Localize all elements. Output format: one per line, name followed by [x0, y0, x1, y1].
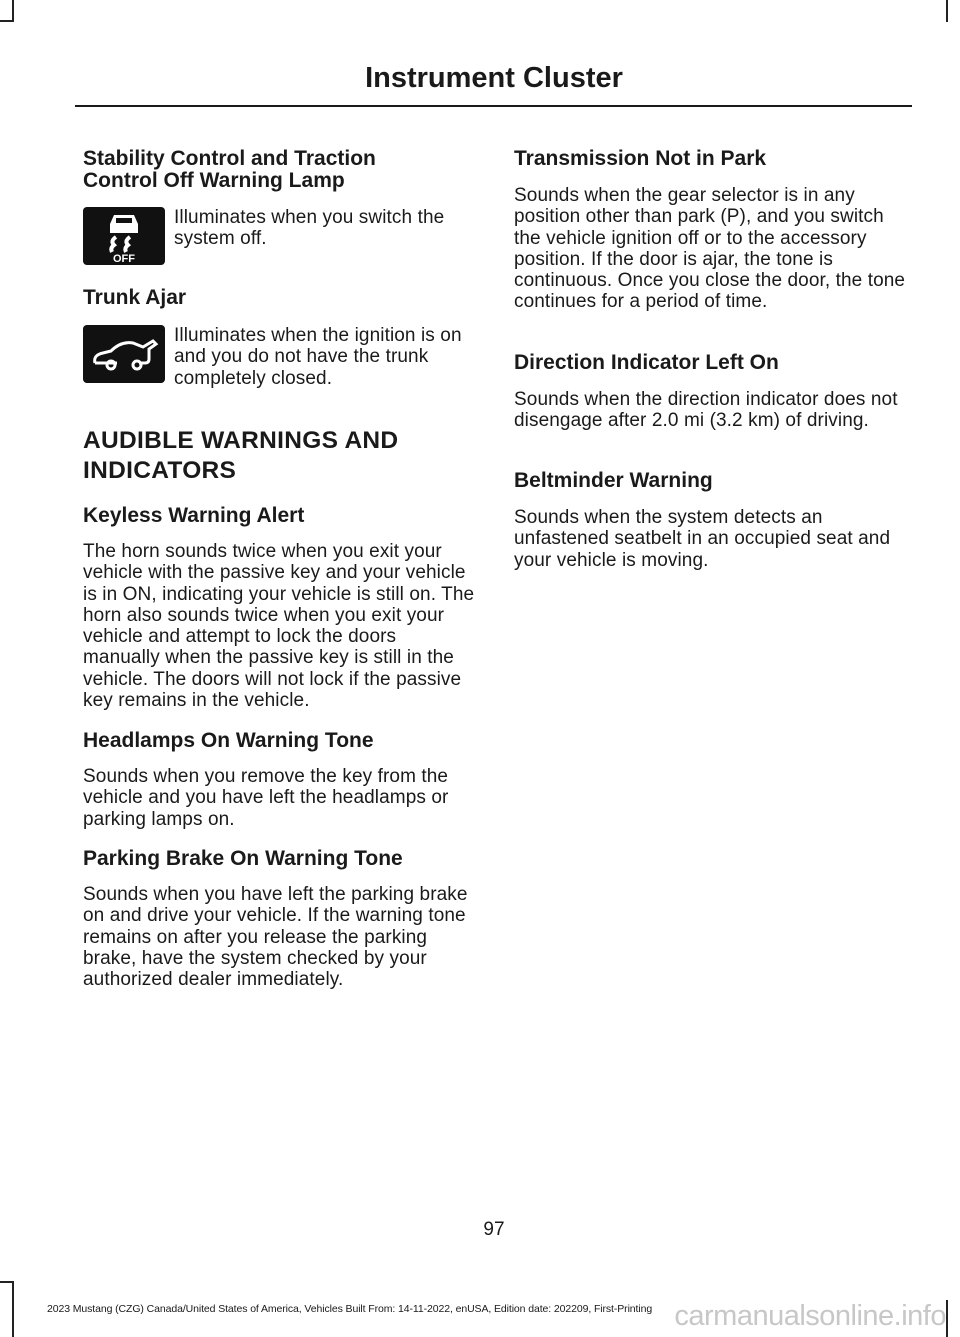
heading-headlamps-warning: Headlamps On Warning Tone: [83, 729, 374, 752]
section-heading-line: INDICATORS: [83, 457, 237, 484]
keyless-warning-text: The horn sounds twice when you exit your vehicle with the passive key and your vehicle is in ON, indicating your vehicle is still on. The horn also sounds twice when you exit your vehicle and attempt to lock the doors manually when the passive key is still in the vehicle. The doors will not lock if the passive key remains in the vehicle.: [83, 541, 475, 712]
section-heading: [83, 426, 483, 486]
heading-transmission: Transmission Not in Park: [514, 147, 767, 170]
header-rule: [75, 105, 912, 107]
trunk-ajar-icon: [83, 325, 165, 383]
icon-off-label: OFF: [113, 253, 135, 265]
transmission-text: Sounds when the gear selector is in any position other than park (P), and you switch the vehicle ignition off or to the accessory position. If the door is ajar, the tone is continuous. Once you close the door, the tone continues for a period of time.: [514, 185, 906, 313]
footer-edition-info: 2023 Mustang (CZG) Canada/United States of America, Vehicles Built From: 14-11-2022, enUSA, Edition date: 202209, First-Printing: [47, 1303, 653, 1315]
heading-trunk-ajar: Trunk Ajar: [83, 286, 187, 309]
heading-parking-brake: Parking Brake On Warning Tone: [83, 847, 403, 870]
crop-mark: [0, 1281, 13, 1283]
heading-beltminder: Beltminder Warning: [514, 469, 713, 492]
parking-brake-text: Sounds when you have left the parking brake on and drive your vehicle. If the warning tone remains on after you release the parking brake, have the system checked by your authorized dealer immediately.: [83, 884, 468, 991]
crop-mark: [0, 20, 13, 22]
watermark: carmanualsonline.info: [674, 1300, 946, 1332]
crop-mark: [946, 1300, 948, 1337]
stability-description: Illuminates when you switch the system off.: [174, 207, 445, 250]
crop-mark: [946, 0, 948, 22]
left-column: [83, 148, 475, 192]
heading-direction-indicator: Direction Indicator Left On: [514, 351, 779, 374]
crop-mark: [12, 1281, 14, 1337]
beltminder-text: Sounds when the system detects an unfastened seatbelt in an occupied seat and your vehicle is moving.: [514, 507, 891, 571]
page-number: 97: [483, 1219, 505, 1240]
traction-control-off-icon: [83, 207, 165, 265]
direction-indicator-text: Sounds when the direction indicator does not disengage after 2.0 mi (3.2 km) of driving.: [514, 389, 898, 432]
section-heading-line: AUDIBLE WARNINGS AND: [83, 427, 399, 454]
page-title: Instrument Cluster: [365, 62, 623, 94]
heading-keyless-warning: Keyless Warning Alert: [83, 504, 305, 527]
crop-mark: [12, 0, 14, 22]
trunk-ajar-description: Illuminates when the ignition is on and you do not have the trunk completely closed.: [174, 325, 462, 389]
heading-stability-control: Stability Control and Traction Control Off Warning Lamp: [83, 147, 376, 192]
headlamps-warning-text: Sounds when you remove the key from the vehicle and you have left the headlamps or parking lamps on.: [83, 766, 449, 830]
